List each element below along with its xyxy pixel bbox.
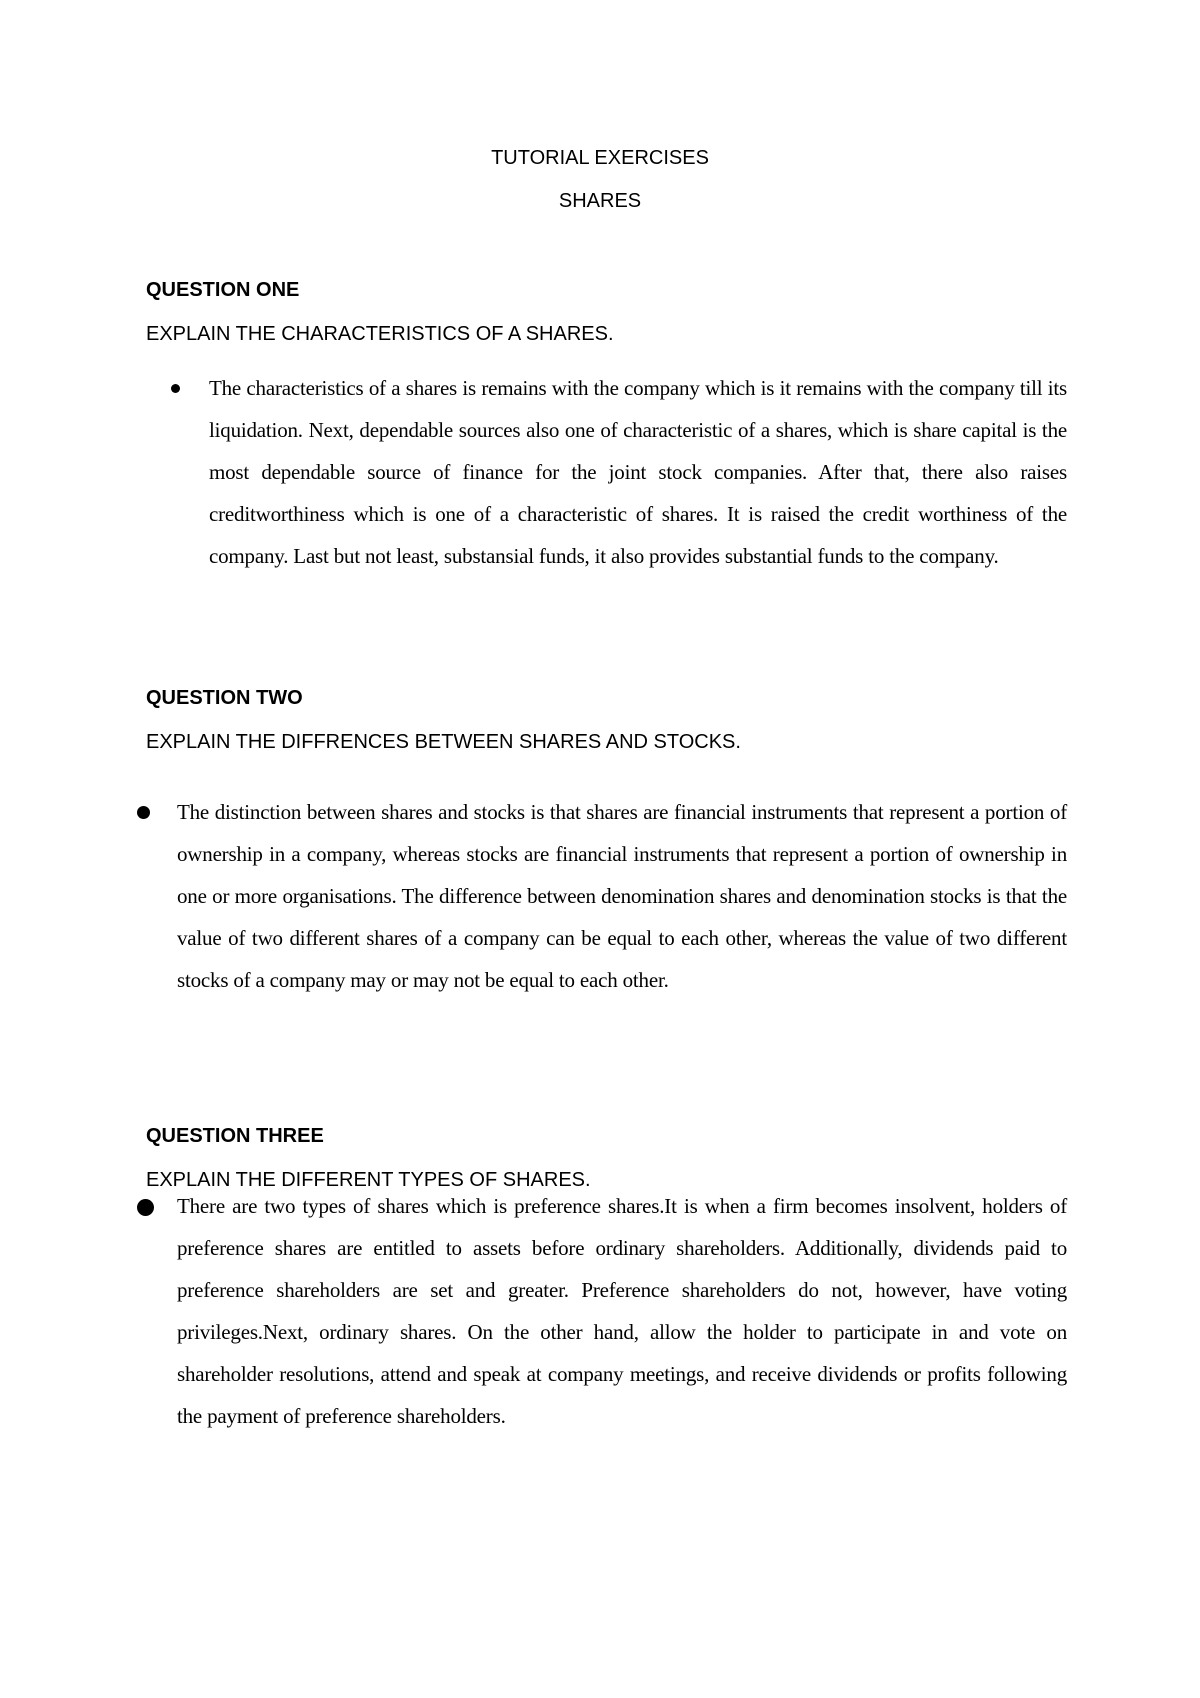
question-two-answer: The distinction between shares and stocks is that shares are financial instruments that represent a portion of ownership in a company, whereas stocks are financial instruments that represent a portion of ownership in one or more organisations. The difference between denomination shares and denomination stocks is that the value of two different shares of a company can be equal to each other, whereas the value of two different stocks of a company may or may not be equal to each other. xyxy=(177,800,1067,992)
question-two-prompt: EXPLAIN THE DIFFRENCES BETWEEN SHARES AND STOCKS. xyxy=(146,731,741,753)
question-three-answer: There are two types of shares which is preference shares.It is when a firm becomes insolvent, holders of preference shares are entitled to assets before ordinary shareholders. Additionally, dividends paid to preference shareholders are set and greater. Preference shareholders do not, however, have voting privileges.Next, ordinary shares. On the other hand, allow the holder to participate in and vote on shareholder resolutions, attend and speak at company meetings, and receive dividends or profits following the payment of preference shareholders. xyxy=(177,1194,1067,1428)
question-three-heading: QUESTION THREE xyxy=(146,1125,324,1147)
question-two-heading: QUESTION TWO xyxy=(146,687,303,709)
question-one-heading: QUESTION ONE xyxy=(146,279,300,301)
bullet-icon xyxy=(137,1199,154,1216)
bullet-icon xyxy=(171,384,180,393)
bullet-icon xyxy=(137,806,150,819)
document-subtitle: SHARES xyxy=(558,190,642,212)
document-title: TUTORIAL EXERCISES xyxy=(491,147,709,169)
question-one-answer: The characteristics of a shares is remains with the company which is it remains with the company till its liquidation. Next, dependable sources also one of characteristic of a shares, which is share capital is the most dependable source of finance for the joint stock companies. After that, there also raises creditworthiness which is one of a characteristic of shares. It is raised the credit worthiness of the company. Last but not least, substansial funds, it also provides substantial funds to the company. xyxy=(209,376,1067,568)
question-three-prompt: EXPLAIN THE DIFFERENT TYPES OF SHARES. xyxy=(146,1169,591,1191)
question-one-prompt: EXPLAIN THE CHARACTERISTICS OF A SHARES. xyxy=(146,323,614,345)
